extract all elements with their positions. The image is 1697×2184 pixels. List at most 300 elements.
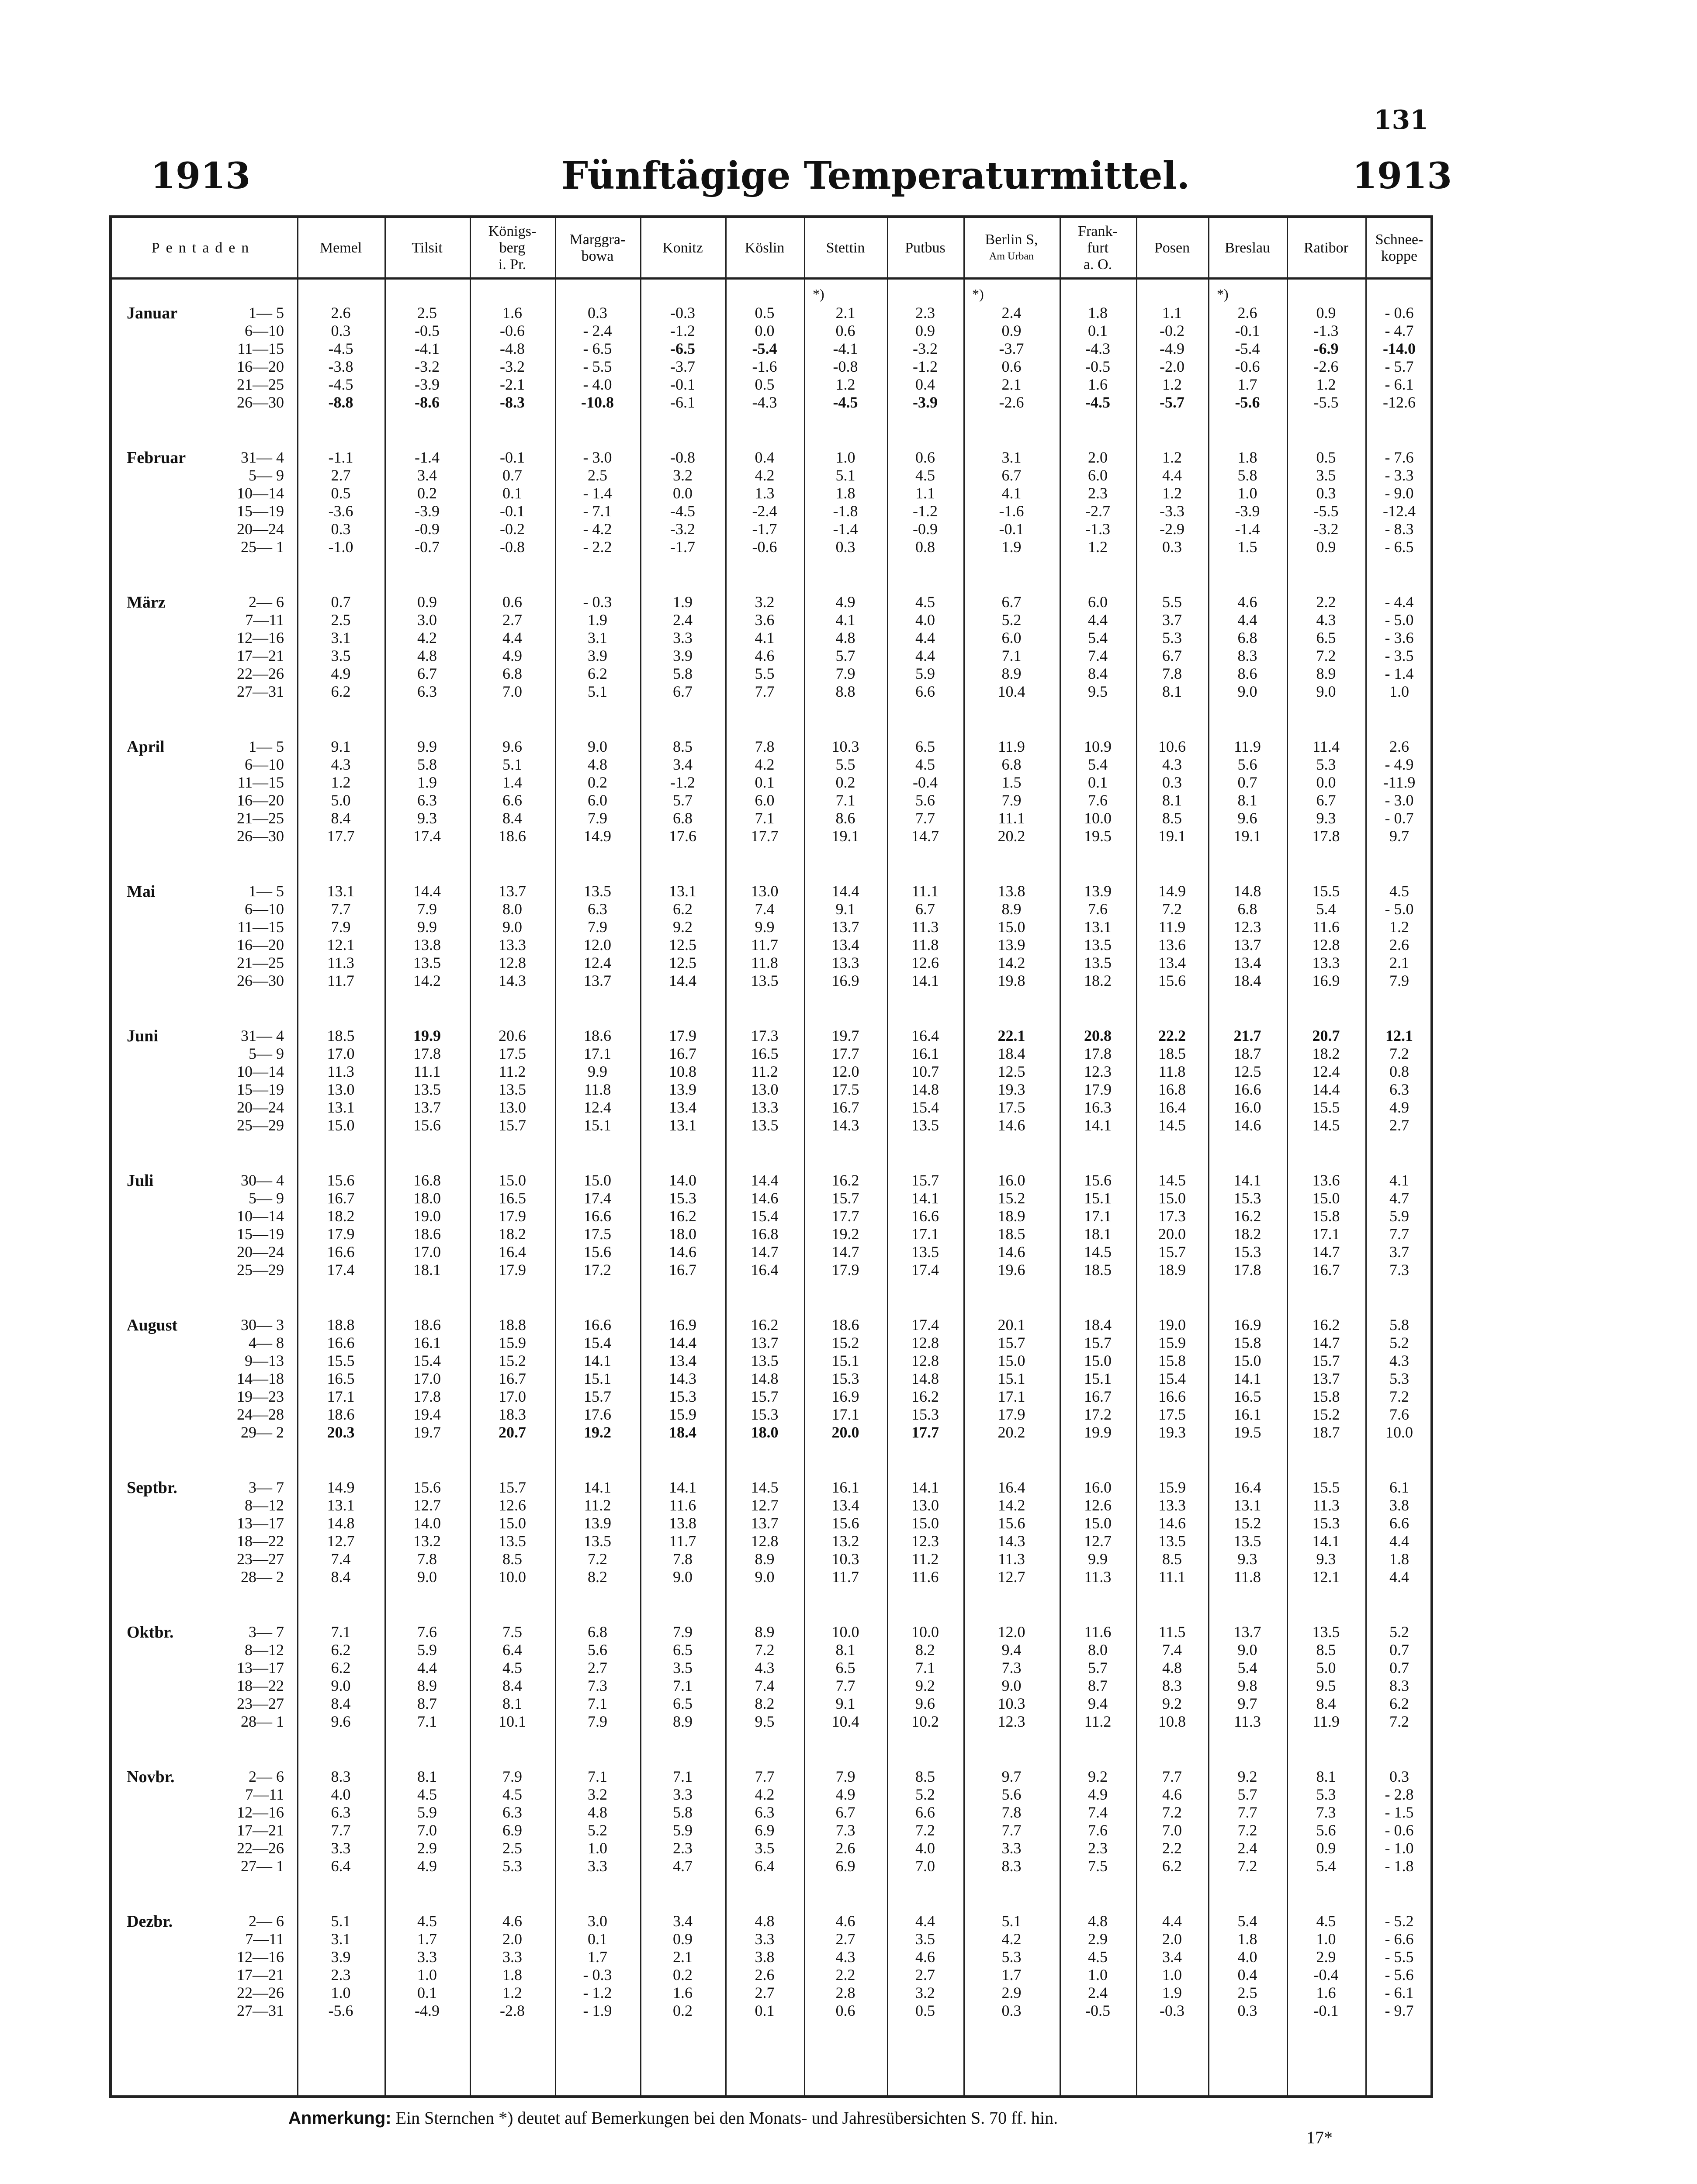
table-cell: 15.6 [413,1479,441,1496]
table-cell: 14.4 [831,882,859,900]
table-cell: 16.4 [1158,1099,1186,1116]
table-cell: 9.3 [1316,809,1336,827]
table-cell: -3.2 [415,358,440,375]
table-cell: 15.7 [1158,1243,1186,1261]
pentade-label: 7—11 [245,1786,284,1803]
table-cell: 16.4 [499,1243,526,1261]
table-cell: 0.1 [1088,322,1108,339]
table-cell: 12.3 [1084,1063,1112,1080]
table-cell: 4.5 [502,1786,522,1803]
table-cell: 2.1 [1001,376,1022,393]
month-label: Novbr. [127,1768,175,1786]
table-cell: -4.5 [1085,394,1110,411]
table-cell: 3.5 [1316,467,1336,484]
annotation-text: Ein Sternchen *) deutet auf Bemerkungen bei den Monats- und Jahresübersichten S. 70 ff. hin. [395,2108,1058,2128]
table-cell: 2.7 [755,1984,775,2001]
table-cell: - 6.1 [1385,1984,1414,2001]
table-cell: 0.1 [755,774,775,791]
table-cell: 4.5 [417,1912,437,1930]
table-cell: 4.2 [755,467,775,484]
table-cell: 17.0 [413,1370,441,1387]
table-cell: 3.2 [755,593,775,611]
table-cell: 12.6 [499,1496,526,1514]
table-cell: -0.9 [415,520,440,538]
table-cell: 14.1 [911,972,939,989]
table-cell: 0.0 [673,484,693,502]
table-cell: 20.7 [499,1424,526,1441]
table-cell: - 5.5 [583,358,612,375]
table-cell: 5.9 [417,1641,437,1659]
table-cell: 12.1 [327,936,355,954]
table-cell: 15.4 [1158,1370,1186,1387]
table-cell: 11.3 [911,918,939,936]
table-cell: 16.4 [997,1479,1025,1496]
table-cell: 6.8 [1237,900,1257,918]
table-cell: 4.9 [331,665,351,682]
table-cell: 20.6 [499,1027,526,1044]
pentade-label: 1— 5 [249,304,284,321]
table-cell: 4.4 [1162,1912,1182,1930]
table-cell: 5.2 [588,1821,607,1839]
pentade-label: 6—10 [245,756,284,773]
table-cell: 0.5 [915,2002,935,2019]
table-cell: 6.7 [1001,593,1022,611]
table-cell: 1.2 [502,1984,522,2001]
table-cell: 15.3 [669,1388,696,1405]
table-cell: 7.8 [417,1550,437,1568]
table-cell: 15.8 [1233,1334,1261,1351]
table-cell: 7.0 [1162,1821,1182,1839]
table-cell: -11.9 [1383,774,1416,791]
table-cell: 13.5 [911,1116,939,1134]
table-cell: 9.2 [1237,1768,1257,1785]
table-cell: 16.6 [1233,1081,1261,1098]
table-cell: 18.2 [1084,972,1112,989]
table-cell: 18.6 [499,827,526,845]
table-cell: 6.5 [673,1695,693,1712]
table-cell: 8.1 [1162,791,1182,809]
table-cell: 8.4 [1088,665,1108,682]
table-cell: 9.2 [1088,1768,1108,1785]
header-rule [109,277,1433,280]
table-cell: 7.2 [1237,1821,1257,1839]
table-cell: 14.6 [669,1243,696,1261]
table-cell: -0.6 [752,538,777,556]
table-cell: 15.0 [1158,1189,1186,1207]
table-cell: 5.9 [673,1821,693,1839]
table-cell: 6.1 [1389,1479,1409,1496]
table-cell: -5.4 [1235,340,1260,357]
table-cell: 4.6 [755,647,775,664]
table-cell: 15.0 [499,1171,526,1189]
table-cell: 3.4 [417,467,437,484]
table-cell: 15.1 [584,1116,611,1134]
table-cell: -0.6 [1235,358,1260,375]
table-cell: 5.6 [1001,1786,1022,1803]
table-cell: 16.5 [751,1045,779,1062]
pentade-label: 28— 1 [241,1713,284,1730]
column-header: Stettin [826,239,865,256]
table-cell: 5.4 [1237,1659,1257,1676]
table-cell: 8.9 [673,1713,693,1730]
table-cell: 1.2 [331,774,351,791]
table-cell: 3.0 [417,611,437,629]
table-cell: 15.2 [1233,1514,1261,1532]
month-label: Oktbr. [127,1623,174,1641]
table-cell: 16.2 [911,1388,939,1405]
table-cell: 18.5 [1158,1045,1186,1062]
table-cell: 2.7 [588,1659,607,1676]
table-cell: 18.7 [1233,1045,1261,1062]
table-cell: - 7.1 [583,502,612,520]
table-cell: 3.3 [417,1948,437,1966]
table-cell: -1.2 [670,322,695,339]
table-cell: -12.6 [1383,394,1416,411]
table-cell: 2.6 [1389,738,1409,755]
table-cell: 18.0 [751,1424,779,1441]
table-cell: - 6.5 [583,340,612,357]
table-cell: 17.8 [1233,1261,1261,1279]
table-cell: 9.9 [588,1063,607,1080]
table-cell: 18.0 [413,1189,441,1207]
table-cell: 6.2 [1162,1857,1182,1875]
table-cell: -4.3 [1085,340,1110,357]
table-cell: 13.1 [1233,1496,1261,1514]
table-cell: 16.9 [669,1316,696,1334]
table-cell: 12.7 [413,1496,441,1514]
table-cell: 4.6 [915,1948,935,1966]
table-cell: 14.3 [831,1116,859,1134]
table-cell: 4.5 [915,467,935,484]
pentade-label: 22—26 [237,1984,284,2001]
table-cell: 5.7 [835,647,855,664]
pentade-label: 25— 1 [241,538,284,556]
table-cell: -1.6 [752,358,777,375]
table-cell: 15.7 [1084,1334,1112,1351]
table-cell: 2.6 [835,1839,855,1857]
table-cell: 8.1 [1316,1768,1336,1785]
table-cell: 10.1 [499,1713,526,1730]
table-cell: 11.3 [327,954,354,971]
table-cell: 0.3 [331,520,351,538]
table-cell: 11.1 [413,1063,441,1080]
table-cell: 7.9 [588,1713,607,1730]
table-cell: 12.1 [1312,1568,1340,1586]
table-cell: 4.4 [1162,467,1182,484]
table-cell: 17.1 [911,1225,939,1243]
table-cell: 7.2 [1389,1388,1409,1405]
pentade-label: 11—15 [237,774,284,791]
table-cell: 16.6 [327,1243,355,1261]
pentade-label: 6—10 [245,900,284,918]
pentade-label: 20—24 [237,1243,284,1261]
table-cell: 6.8 [673,809,693,827]
table-cell: 13.7 [751,1514,779,1532]
table-cell: 17.4 [911,1261,939,1279]
table-cell: 10.4 [831,1713,859,1730]
table-cell: -4.3 [752,394,777,411]
table-cell: -1.3 [1313,322,1339,339]
pentade-label: 3— 7 [249,1623,284,1641]
table-cell: 15.0 [911,1514,939,1532]
pentade-label: 15—19 [237,1225,284,1243]
table-cell: 10.3 [997,1695,1025,1712]
table-cell: -4.8 [500,340,525,357]
table-cell: 6.3 [331,1804,351,1821]
table-cell: 8.5 [915,1768,935,1785]
table-cell: 17.0 [327,1045,355,1062]
table-cell: 4.5 [1316,1912,1336,1930]
table-cell: 14.3 [997,1532,1025,1550]
pentade-label: 23—27 [237,1695,284,1712]
table-cell: 12.6 [1084,1496,1112,1514]
table-cell: 7.7 [1162,1768,1182,1785]
table-cell: 0.1 [1088,774,1108,791]
table-cell: 14.8 [911,1370,939,1387]
table-cell: 5.6 [588,1641,607,1659]
table-cell: 8.5 [1162,809,1182,827]
table-cell: 6.8 [588,1623,607,1641]
table-cell: 8.8 [835,683,855,700]
table-cell: 2.1 [673,1948,693,1966]
table-cell: 14.4 [669,1334,696,1351]
table-cell: 13.7 [1312,1370,1340,1387]
table-cell: 16.7 [669,1045,696,1062]
table-cell: 15.6 [584,1243,611,1261]
table-cell: 4.4 [915,1912,935,1930]
table-cell: 13.8 [997,882,1025,900]
table-cell: 4.2 [755,1786,775,1803]
table-cell: 3.1 [588,629,607,646]
table-cell: -0.8 [500,538,525,556]
table-cell: 11.8 [1234,1568,1261,1586]
table-cell: 15.8 [1312,1207,1340,1225]
table-cell: 9.5 [1088,683,1108,700]
table-cell: 8.2 [755,1695,775,1712]
table-cell: 18.5 [327,1027,355,1044]
table-cell: 1.7 [1237,376,1257,393]
table-cell: 5.4 [1088,756,1108,773]
table-cell: 12.7 [751,1496,779,1514]
table-cell: 17.9 [669,1027,696,1044]
table-cell: 3.3 [673,629,693,646]
table-cell: 2.1 [835,304,855,321]
table-cell: - 6.5 [1385,538,1414,556]
pentade-label: 5— 9 [249,1045,284,1062]
table-cell: 7.1 [755,809,775,827]
column-header: Posen [1154,239,1190,256]
table-cell: 5.9 [915,665,935,682]
table-cell: - 0.6 [1385,1821,1414,1839]
table-cell: 3.3 [1001,1839,1022,1857]
table-cell: 11.9 [1313,1713,1340,1730]
table-cell: 13.7 [499,882,526,900]
table-cell: 13.3 [751,1099,779,1116]
table-cell: 13.8 [669,1514,696,1532]
table-cell: 13.9 [997,936,1025,954]
pentade-label: 5— 9 [249,467,284,484]
table-cell: - 2.8 [1385,1786,1414,1803]
column-header: Ratibor [1304,239,1348,256]
table-cell: 7.4 [755,1677,775,1694]
table-cell: 18.2 [327,1207,355,1225]
table-cell: 7.2 [1389,1713,1409,1730]
table-cell: 16.1 [1233,1406,1261,1423]
table-cell: 4.8 [417,647,437,664]
table-cell: 19.8 [997,972,1025,989]
table-cell: 16.9 [831,1388,859,1405]
table-cell: 0.9 [1316,304,1336,321]
table-cell: -0.5 [1085,2002,1110,2019]
table-cell: 15.2 [831,1334,859,1351]
table-cell: 1.1 [915,484,935,502]
table-cell: 4.6 [1162,1786,1182,1803]
table-cell: 9.6 [915,1695,935,1712]
table-cell: 17.1 [327,1388,355,1405]
table-cell: 1.6 [1316,1984,1336,2001]
table-cell: 16.1 [911,1045,939,1062]
table-cell: 11.3 [1084,1568,1112,1586]
table-cell: 13.3 [1312,954,1340,971]
table-cell: - 4.4 [1385,593,1414,611]
table-cell: 4.3 [1162,756,1182,773]
table-cell: 5.3 [1162,629,1182,646]
pentade-label: 12—16 [237,1948,284,1966]
table-cell: 15.6 [1084,1171,1112,1189]
table-cell: 9.9 [417,738,437,755]
table-cell: 14.6 [997,1116,1025,1134]
table-cell: 2.2 [1162,1839,1182,1857]
pentade-label: 13—17 [237,1659,284,1676]
table-cell: -2.8 [500,2002,525,2019]
table-cell: 15.5 [1312,1099,1340,1116]
table-cell: 6.4 [331,1857,351,1875]
table-cell: 3.5 [755,1839,775,1857]
table-cell: 9.0 [588,738,607,755]
table-cell: 0.6 [502,593,522,611]
table-cell: 22.1 [997,1027,1025,1044]
table-cell: 11.8 [751,954,778,971]
table-cell: 6.6 [915,683,935,700]
table-cell: 14.1 [584,1479,611,1496]
table-cell: 6.0 [1001,629,1022,646]
table-cell: 5.4 [1088,629,1108,646]
table-cell: 19.9 [413,1027,441,1044]
table-cell: 5.0 [1316,1659,1336,1676]
table-cell: 13.6 [1158,936,1186,954]
pentade-label: 2— 6 [249,1768,284,1785]
table-cell: 13.5 [584,1532,611,1550]
table-cell: 3.2 [588,1786,607,1803]
table-cell: 2.5 [502,1839,522,1857]
table-cell: 8.4 [1316,1695,1336,1712]
table-cell: 18.9 [1158,1261,1186,1279]
table-cell: 14.4 [1312,1081,1340,1098]
pentade-label: 12—16 [237,629,284,646]
table-cell: 19.1 [1233,827,1261,845]
pentade-label: 16—20 [237,358,284,375]
table-cell: 7.9 [673,1623,693,1641]
table-cell: 13.7 [831,918,859,936]
table-cell: -3.7 [670,358,695,375]
table-cell: 14.1 [1312,1532,1340,1550]
pentade-label: 30— 4 [241,1171,284,1189]
table-cell: 13.5 [413,1081,441,1098]
table-cell: -1.4 [1235,520,1260,538]
table-cell: 8.4 [502,1677,522,1694]
table-cell: 7.7 [915,809,935,827]
table-cell: -0.9 [913,520,938,538]
table-cell: 7.4 [1162,1641,1182,1659]
table-cell: 18.2 [1312,1045,1340,1062]
table-cell: 4.8 [835,629,855,646]
table-cell: 1.9 [1162,1984,1182,2001]
table-cell: 0.6 [835,322,855,339]
table-cell: 9.0 [1237,683,1257,700]
table-cell: 9.7 [1001,1768,1022,1785]
table-cell: 16.7 [327,1189,355,1207]
table-cell: -1.8 [833,502,858,520]
table-cell: 9.0 [1001,1677,1022,1694]
table-cell: 11.2 [751,1063,778,1080]
table-cell: 16.2 [831,1171,859,1189]
table-cell: 0.7 [1389,1659,1409,1676]
table-cell: 7.7 [1389,1225,1409,1243]
table-cell: 1.9 [417,774,437,791]
table-cell: 9.6 [331,1713,351,1730]
table-cell: 11.6 [1313,918,1340,936]
column-header: Marggra- bowa [569,231,626,264]
table-cell: 15.7 [751,1388,779,1405]
table-cell: 14.7 [831,1243,859,1261]
table-cell: -10.8 [581,394,614,411]
pentade-label: 5— 9 [249,1189,284,1207]
table-cell: - 4.7 [1385,322,1414,339]
table-cell: 9.3 [1316,1550,1336,1568]
pentade-label: 29— 2 [241,1424,284,1441]
table-cell: 0.7 [331,593,351,611]
table-cell: 15.3 [831,1370,859,1387]
table-cell: 3.4 [673,756,693,773]
table-cell: 13.9 [584,1514,611,1532]
table-cell: 3.8 [755,1948,775,1966]
pentade-label: 31— 4 [241,449,284,466]
table-cell: 6.2 [673,900,693,918]
table-cell: -3.8 [328,358,353,375]
table-cell: 13.5 [1312,1623,1340,1641]
pentade-label: 10—14 [237,484,284,502]
table-cell: 7.1 [673,1677,693,1694]
table-cell: 0.1 [502,484,522,502]
table-cell: 17.0 [499,1388,526,1405]
table-cell: 10.0 [1385,1424,1413,1441]
footnote-star: *) [972,286,984,302]
table-cell: 0.7 [502,467,522,484]
table-cell: 1.0 [331,1984,351,2001]
table-cell: 11.5 [1158,1623,1186,1641]
table-cell: 16.2 [1233,1207,1261,1225]
table-cell: 1.6 [673,1984,693,2001]
table-cell: 0.9 [915,322,935,339]
table-cell: 9.9 [1088,1550,1108,1568]
table-cell: 19.1 [831,827,859,845]
table-cell: 5.8 [1389,1316,1409,1334]
table-cell: 8.6 [1237,665,1257,682]
table-cell: 17.2 [584,1261,611,1279]
table-cell: 7.9 [835,665,855,682]
table-cell: 16.5 [499,1189,526,1207]
table-cell: 1.2 [1088,538,1108,556]
